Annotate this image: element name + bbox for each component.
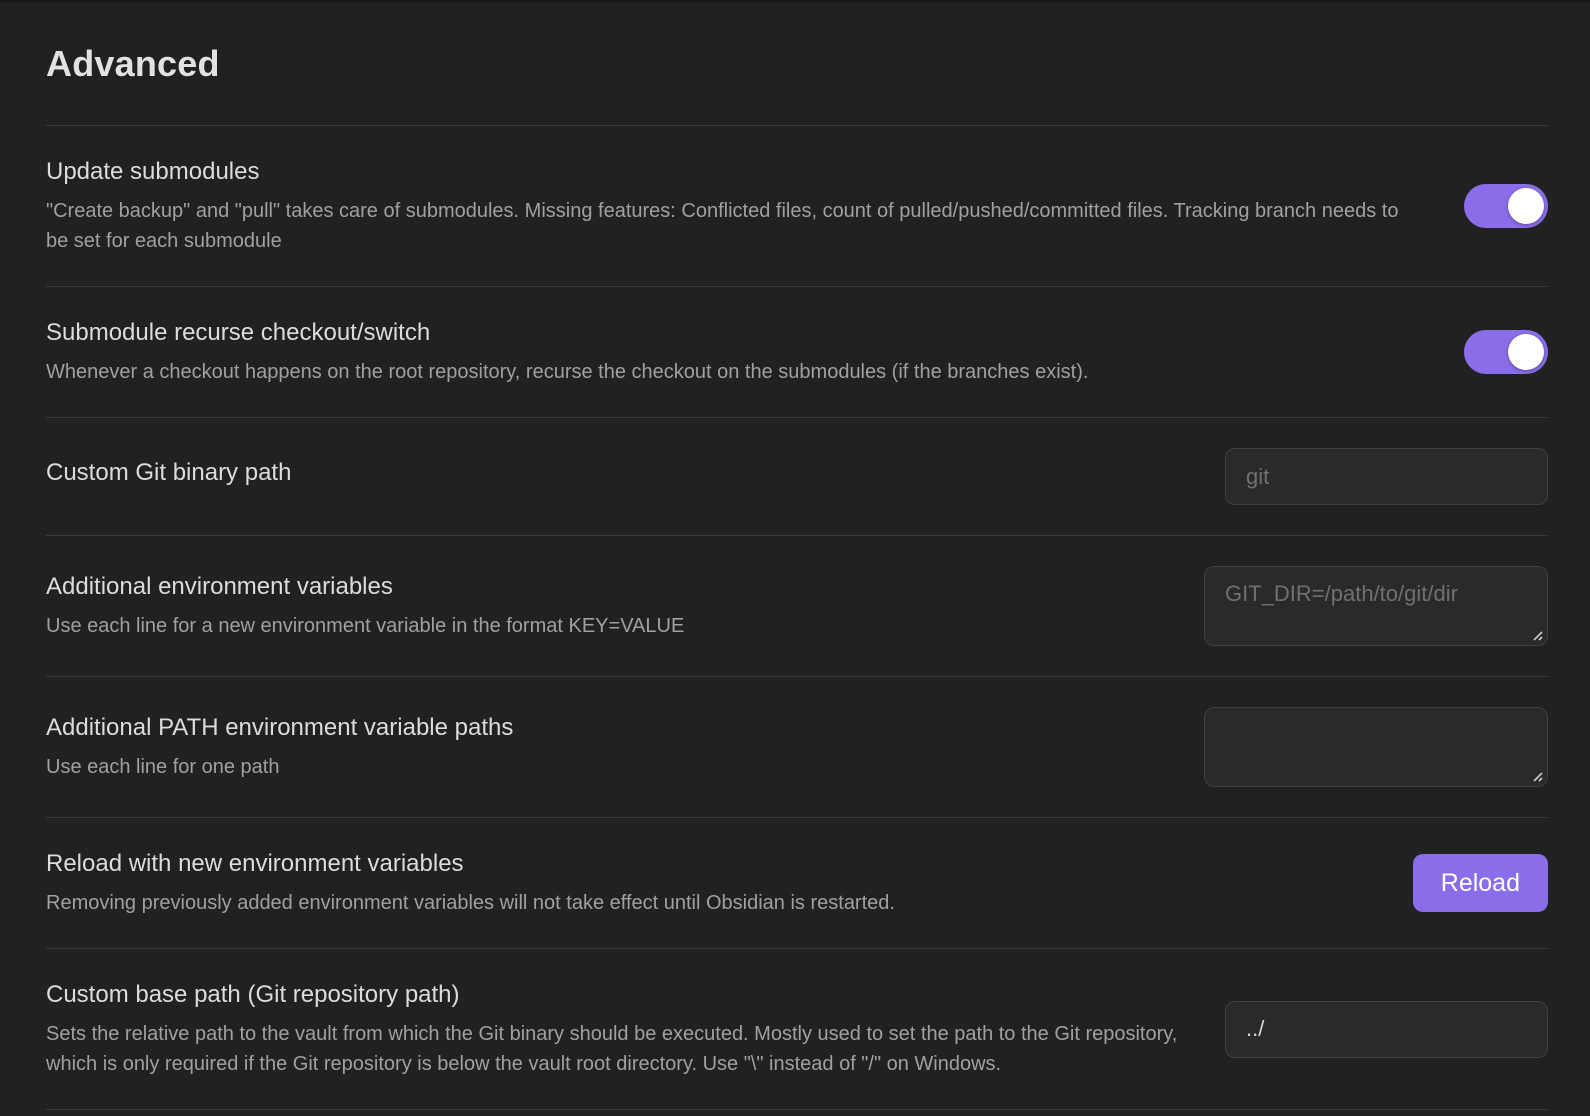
toggle-knob bbox=[1508, 188, 1544, 224]
setting-submodule-recurse bbox=[46, 286, 1548, 417]
settings-list bbox=[46, 125, 1548, 1110]
submodule-recurse-toggle[interactable] bbox=[1464, 330, 1548, 374]
toggle-knob bbox=[1508, 334, 1544, 370]
setting-name: Additional PATH environment variable paths bbox=[46, 714, 514, 741]
setting-name: Custom Git binary path bbox=[46, 458, 292, 486]
setting-name: Custom base path (Git repository path) bbox=[46, 981, 460, 1008]
setting-description: Use each line for one path bbox=[46, 756, 280, 778]
setting-description: Sets the relative path to the vault from which the Git binary should be executed. Mostly used to set the path to the Git repository, which is only required if the Git repository is below the vault root directory. Use "\" instead of "/" on Windows. bbox=[46, 1023, 1178, 1075]
setting-description: "Create backup" and "pull" takes care of submodules. Missing features: Conflicted files, count of pulled/pushed/committed files. Tracking branch needs to be set for each submodule bbox=[46, 200, 1399, 252]
additional-env-vars-textarea[interactable] bbox=[1204, 566, 1548, 646]
setting-name: Submodule recurse checkout/switch bbox=[46, 319, 431, 346]
page-title: Advanced bbox=[46, 43, 220, 84]
setting-description: Whenever a checkout happens on the root repository, recurse the checkout on the submodules (if the branches exist). bbox=[46, 361, 1089, 383]
setting-name: Additional environment variables bbox=[46, 573, 393, 600]
setting-description: Use each line for a new environment variable in the format KEY=VALUE bbox=[46, 615, 685, 637]
custom-git-binary-path-input[interactable] bbox=[1225, 448, 1548, 505]
setting-reload-env bbox=[46, 817, 1548, 948]
update-submodules-toggle[interactable] bbox=[1464, 184, 1548, 228]
additional-path-env-textarea[interactable] bbox=[1204, 707, 1548, 787]
reload-button[interactable]: Reload bbox=[1413, 854, 1548, 912]
setting-custom-base-path bbox=[46, 948, 1548, 1109]
custom-base-path-input[interactable] bbox=[1225, 1001, 1548, 1058]
setting-name: Update submodules bbox=[46, 158, 260, 185]
settings-advanced-pane bbox=[0, 3, 1590, 1110]
setting-update-submodules bbox=[46, 125, 1548, 286]
setting-additional-path-env bbox=[46, 676, 1548, 817]
setting-name: Reload with new environment variables bbox=[46, 850, 464, 877]
setting-custom-git-binary-path bbox=[46, 417, 1548, 535]
setting-additional-env-vars bbox=[46, 535, 1548, 676]
setting-description: Removing previously added environment variables will not take effect until Obsidian is restarted. bbox=[46, 892, 895, 914]
